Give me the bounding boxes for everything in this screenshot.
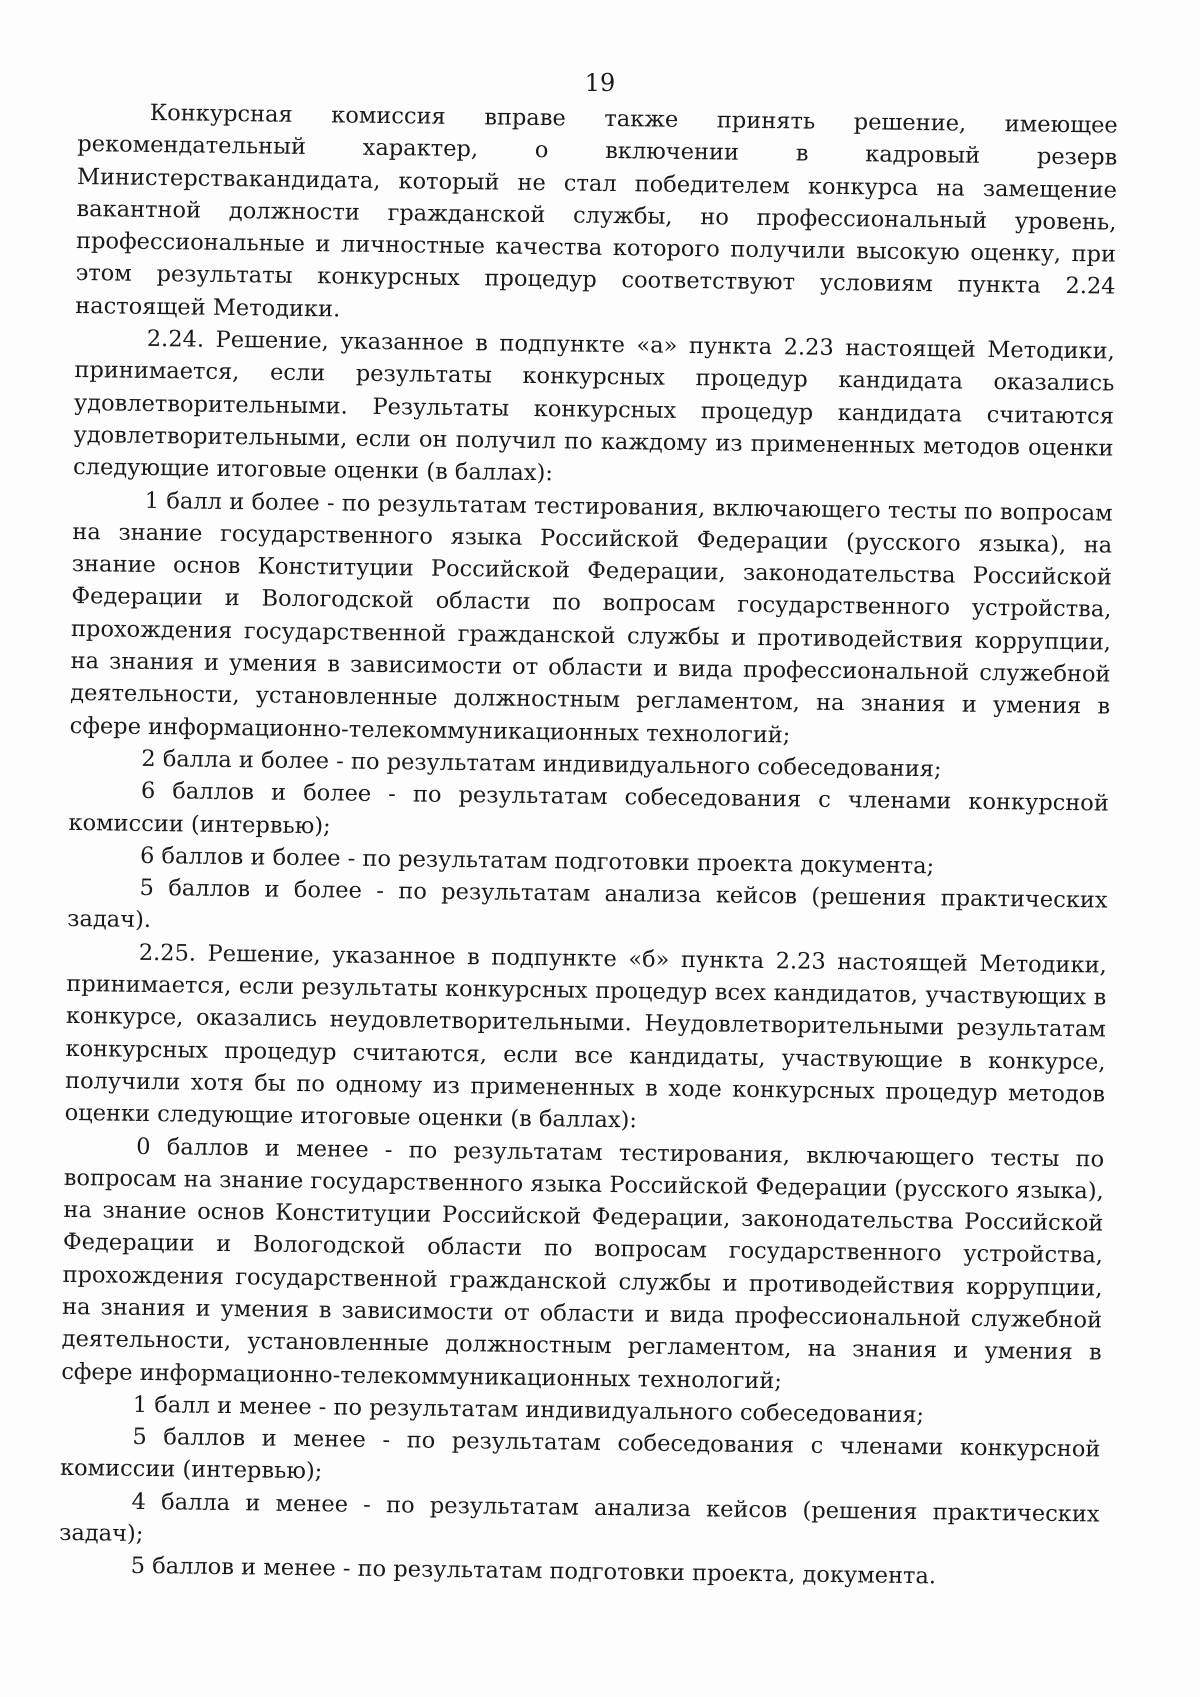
paragraph-testing-fail: 0 баллов и менее - по результатам тестирования, включающего тесты по вопросам на знание государственного языка Российской Федерации (русского языка), на знание основ Конституции Российской Федерации, законодательства Российской Федерации и Вологодской области по вопросам государственного устройства, прохождения государственной гражданской службы и противодействия коррупции, на знания и умения в зависимости от области и вида профессиональной служебной деятельности, установленные должностным регламентом, на знания и умения в сфере информационно-телекоммуникационных технологий; bbox=[61, 1133, 1105, 1394]
document-body bbox=[59, 96, 1118, 1595]
paragraph-individual-interview-fail: 1 балл и менее - по результатам индивидуального собеседования; bbox=[132, 1391, 925, 1429]
paragraph-2-25: 2.25. Решение, указанное в подпункте «б» пункта 2.23 настоящей Методики, принимается, если результаты конкурсных процедур всех кандидатов, участвующих в конкурсе, оказались неудовлетворительными. Неудовлетворительными результатам конкурсных процедур считаются, если все кандидаты, участвующие в конкурсе, получили хотя бы по одному из примененных в ходе конкурсных процедур методов оценки следующие итоговые оценки (в баллах): bbox=[64, 939, 1107, 1134]
paragraph-individual-interview-pass: 2 балла и более - по результатам индивидуального собеседования; bbox=[141, 745, 942, 783]
paragraph-case-analysis-pass: 5 баллов и более - по результатам анализа кейсов (решения практических задач). bbox=[67, 875, 1108, 934]
paragraph-testing-pass: 1 балл и более - по результатам тестирования, включающего тесты по вопросам на знание государственного языка Российской Федерации (русского языка), на знание основ Конституции Российской Федерации, законодательства Российской Федерации и Вологодской области по вопросам государственного устройства, прохождения государственной гражданской службы и противодействия коррупции, на знания и умения в зависимости от области и вида профессиональной служебной деятельности, установленные должностным регламентом, на знания и умения в сфере информационно-телекоммуникационных технологий; bbox=[69, 487, 1113, 749]
paragraph-reserve-recommendation: Конкурсная комиссия вправе также принять решение, имеющее рекомендательный характер, о включении в кадровый резерв Министерствакандидата, который не стал победителем конкурса на замещение вакантной должности гражданской службы, но профессиональный уровень, профессиональные и личностные качества которого получили высокую оценку, при этом результаты конкурсных процедур соответствуют условиям пункта 2.24 настоящей Методики. bbox=[75, 99, 1118, 323]
page-number: 19 bbox=[584, 69, 616, 97]
paragraph-commission-interview-fail: 5 баллов и менее - по результатам собеседования с членами конкурсной комиссии (интервью); bbox=[59, 1424, 1101, 1485]
paragraph-document-draft-fail: 5 баллов и менее - по результатам подготовки проекта, документа. bbox=[130, 1553, 937, 1590]
paragraph-document-draft-pass: 6 баллов и более - по результатам подготовки проекта документа; bbox=[139, 842, 935, 880]
paragraph-commission-interview-pass: 6 баллов и более - по результатам собеседования с членами конкурсной комиссии (интервью); bbox=[68, 778, 1109, 839]
paragraph-2-24: 2.24. Решение, указанное в подпункте «а» пункта 2.23 настоящей Методики, принимается, если результаты конкурсных процедур кандидата оказались удовлетворительными. Результаты конкурсных процедур кандидата считаются удовлетворительными, если он получил по каждому из примененных методов оценки следующие итоговые оценки (в баллах): bbox=[72, 326, 1115, 487]
paragraph-case-analysis-fail: 4 балла и менее - по результатам анализа кейсов (решения практических задач); bbox=[59, 1488, 1100, 1548]
